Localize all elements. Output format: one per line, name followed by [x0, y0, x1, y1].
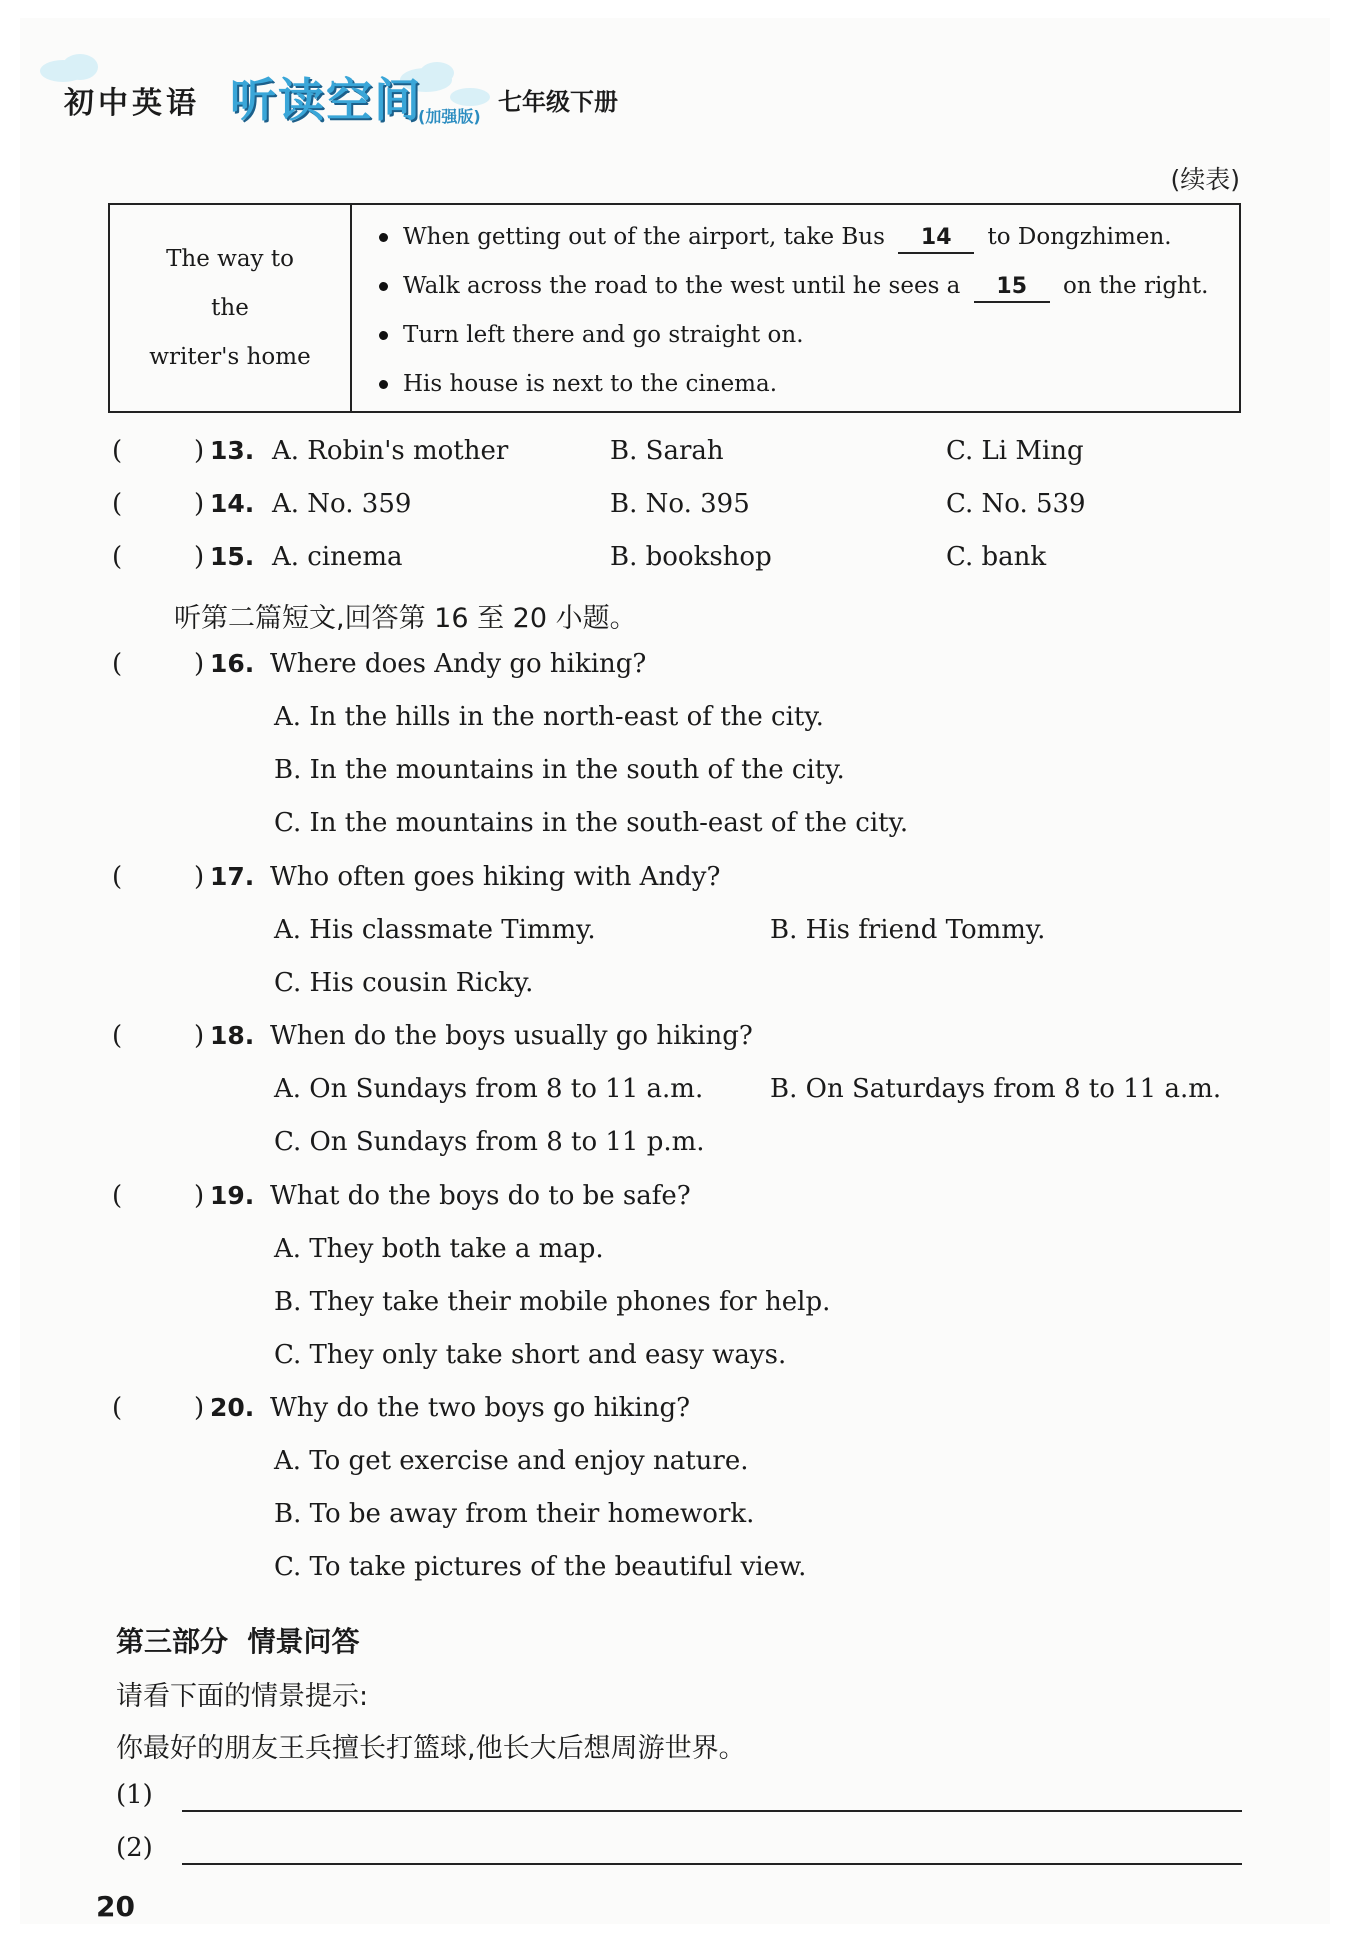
question-stem: What do the boys do to be safe? — [270, 1181, 691, 1211]
step-text: His house is next to the cinema. — [403, 371, 778, 397]
answer-paren-open[interactable]: ( — [112, 1393, 123, 1423]
question-number: 17. — [210, 862, 255, 891]
question-stem: Where does Andy go hiking? — [270, 649, 647, 679]
option-c[interactable]: C. Li Ming — [946, 436, 1084, 466]
option-a[interactable]: A. In the hills in the north-east of the city. — [274, 702, 824, 732]
route-table-heading — [110, 205, 352, 411]
question-number: 19. — [210, 1181, 255, 1210]
answer-paren-open[interactable]: ( — [112, 649, 123, 679]
question-number: 20. — [210, 1393, 255, 1422]
route-step — [375, 364, 1225, 413]
continued-label: (续表) — [1170, 165, 1240, 194]
option-b[interactable]: B. Sarah — [610, 436, 724, 466]
route-step — [375, 315, 1225, 364]
option-c[interactable]: C. On Sundays from 8 to 11 p.m. — [274, 1127, 705, 1157]
question-stem: Why do the two boys go hiking? — [270, 1393, 691, 1423]
answer-paren-open[interactable]: ( — [112, 542, 123, 572]
answer-paren-open[interactable]: ( — [112, 862, 123, 892]
answer-input-line[interactable] — [182, 1810, 1242, 1812]
option-a[interactable]: A. They both take a map. — [274, 1234, 604, 1264]
cloud-decoration — [62, 54, 98, 80]
option-c[interactable]: C. No. 539 — [946, 489, 1086, 519]
heading-line: The way to the — [166, 245, 294, 321]
answer-input-line[interactable] — [182, 1863, 1242, 1865]
option-b[interactable]: B. They take their mobile phones for help. — [274, 1287, 831, 1317]
option-b[interactable]: B. No. 395 — [610, 489, 750, 519]
question-number: 16. — [210, 649, 255, 678]
step-text: on the right. — [1063, 273, 1209, 299]
question-number: 18. — [210, 1021, 255, 1050]
series-title: 初中英语 — [64, 86, 200, 121]
grade-label: 七年级下册 — [498, 88, 618, 116]
step-text: Turn left there and go straight on. — [403, 322, 804, 348]
option-c[interactable]: C. bank — [946, 542, 1047, 572]
question-number: 14. — [210, 489, 255, 518]
answer-paren-open[interactable]: ( — [112, 436, 123, 466]
section-3-scenario: 你最好的朋友王兵擅长打篮球,他长大后想周游世界。 — [116, 1733, 746, 1764]
option-a[interactable]: A. Robin's mother — [272, 436, 509, 466]
route-steps — [375, 217, 1225, 413]
cloud-decoration — [420, 62, 454, 84]
answer-paren-close: ) — [194, 862, 205, 892]
question-stem: When do the boys usually go hiking? — [270, 1021, 753, 1051]
option-b[interactable]: B. To be away from their homework. — [274, 1499, 755, 1529]
option-a[interactable]: A. cinema — [272, 542, 403, 572]
question-number: 13. — [210, 436, 255, 465]
section-3-title: 第三部分 情景问答 — [116, 1625, 360, 1658]
option-a[interactable]: A. No. 359 — [272, 489, 412, 519]
page-number: 20 — [96, 1890, 135, 1923]
route-step — [375, 217, 1225, 266]
route-table — [108, 203, 1241, 413]
option-b[interactable]: B. His friend Tommy. — [770, 915, 1046, 945]
page-header — [40, 48, 740, 138]
answer-paren-close: ) — [194, 1393, 205, 1423]
answer-paren-close: ) — [194, 542, 205, 572]
step-text: Walk across the road to the west until he sees a — [403, 273, 961, 299]
option-a[interactable]: A. To get exercise and enjoy nature. — [274, 1446, 749, 1476]
answer-paren-close: ) — [194, 649, 205, 679]
option-b[interactable]: B. In the mountains in the south of the city. — [274, 755, 845, 785]
option-a[interactable]: A. On Sundays from 8 to 11 a.m. — [274, 1074, 704, 1104]
question-number: 15. — [210, 542, 255, 571]
answer-paren-open[interactable]: ( — [112, 1021, 123, 1051]
answer-label: (1) — [116, 1780, 153, 1810]
blank-15[interactable]: 15 — [974, 273, 1050, 303]
answer-paren-close: ) — [194, 489, 205, 519]
heading-line: writer's home — [149, 343, 311, 370]
answer-paren-close: ) — [194, 1021, 205, 1051]
answer-label: (2) — [116, 1833, 153, 1863]
blank-14[interactable]: 14 — [898, 224, 974, 254]
brand-logo: 听读空间 — [230, 73, 422, 127]
option-c[interactable]: C. To take pictures of the beautiful view. — [274, 1552, 807, 1582]
option-c[interactable]: C. They only take short and easy ways. — [274, 1340, 787, 1370]
answer-paren-open[interactable]: ( — [112, 1181, 123, 1211]
question-stem: Who often goes hiking with Andy? — [270, 862, 721, 892]
section-3-prompt: 请看下面的情景提示: — [116, 1681, 369, 1712]
step-text: to Dongzhimen. — [987, 224, 1172, 250]
answer-paren-open[interactable]: ( — [112, 489, 123, 519]
option-c[interactable]: C. In the mountains in the south-east of the city. — [274, 808, 909, 838]
option-b[interactable]: B. bookshop — [610, 542, 772, 572]
option-c[interactable]: C. His cousin Ricky. — [274, 968, 534, 998]
answer-paren-close: ) — [194, 1181, 205, 1211]
step-text: When getting out of the airport, take Bus — [403, 224, 885, 250]
answer-paren-close: ) — [194, 436, 205, 466]
option-a[interactable]: A. His classmate Timmy. — [274, 915, 596, 945]
option-b[interactable]: B. On Saturdays from 8 to 11 a.m. — [770, 1074, 1222, 1104]
route-step — [375, 266, 1225, 315]
instruction-passage-2: 听第二篇短文,回答第 16 至 20 小题。 — [174, 603, 637, 634]
brand-edition: (加强版) — [418, 107, 481, 126]
